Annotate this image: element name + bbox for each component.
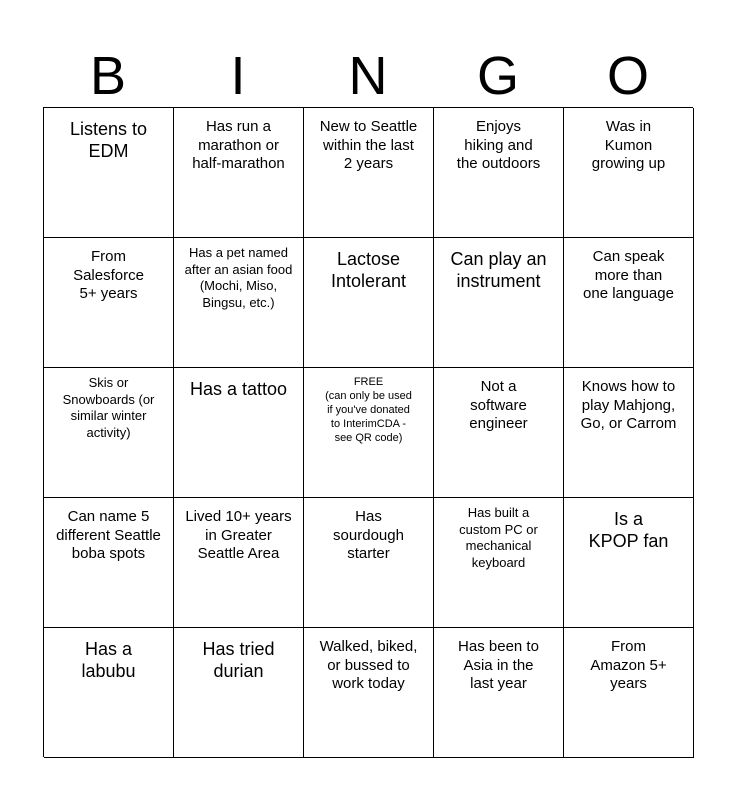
bingo-cell-r3-c4[interactable] [434, 368, 564, 498]
bingo-cell-r3-c3[interactable] [304, 368, 434, 498]
bingo-cell-label: From Amazon 5+ years [590, 638, 667, 692]
bingo-cell-r4-c2[interactable] [174, 498, 304, 628]
bingo-cell-label: Knows how to play Mahjong, Go, or Carrom [580, 378, 677, 432]
bingo-cell-label: Has a labubu [81, 639, 136, 681]
bingo-cell-label: Enjoys hiking and the outdoors [456, 118, 541, 172]
bingo-cell-r1-c3[interactable] [304, 108, 434, 238]
header-letter-b: B [89, 46, 127, 106]
bingo-cell-r1-c1[interactable] [44, 108, 174, 238]
bingo-cell-label: Has run a marathon or half-marathon [192, 118, 285, 172]
header-letter-n: N [348, 46, 388, 106]
bingo-cell-label: Has been to Asia in the last year [458, 638, 539, 692]
bingo-cell-label: Not a software engineer [469, 378, 528, 432]
bingo-cell-label: Can speak more than one language [583, 248, 674, 302]
bingo-cell-r5-c1[interactable] [44, 628, 174, 758]
bingo-cell-label: Lived 10+ years in Greater Seattle Area [185, 508, 292, 562]
bingo-cell-label: Can name 5 different Seattle boba spots [56, 508, 161, 562]
bingo-cell-r5-c4[interactable] [434, 628, 564, 758]
bingo-cell-r2-c2[interactable] [174, 238, 304, 368]
bingo-cell-r4-c3[interactable] [304, 498, 434, 628]
bingo-cell-r3-c5[interactable] [564, 368, 694, 498]
bingo-cell-label: Has tried durian [202, 639, 275, 681]
bingo-cell-label: Walked, biked, or bussed to work today [319, 638, 418, 692]
bingo-cell-label: Has a tattoo [189, 379, 288, 399]
bingo-cell-r4-c5[interactable] [564, 498, 694, 628]
bingo-cell-label: Has a pet named after an asian food (Mochi, Miso, Bingsu, etc.) [184, 245, 293, 310]
bingo-cell-r2-c3[interactable] [304, 238, 434, 368]
bingo-cell-r2-c4[interactable] [434, 238, 564, 368]
bingo-cell-label: Has built a custom PC or mechanical keyboard [459, 505, 538, 570]
bingo-cell-label: New to Seattle within the last 2 years [319, 118, 418, 172]
bingo-cell-label: Has sourdough starter [333, 508, 404, 562]
bingo-cell-label: Is a KPOP fan [588, 509, 669, 551]
bingo-cell-r4-c4[interactable] [434, 498, 564, 628]
header-letter-o: O [606, 46, 649, 106]
bingo-cell-r2-c5[interactable] [564, 238, 694, 368]
bingo-cell-label: From Salesforce 5+ years [73, 248, 144, 302]
bingo-cell-r4-c1[interactable] [44, 498, 174, 628]
header-letter-g: G [476, 46, 519, 106]
bingo-cell-r2-c1[interactable] [44, 238, 174, 368]
bingo-cell-r1-c5[interactable] [564, 108, 694, 238]
bingo-cell-r1-c2[interactable] [174, 108, 304, 238]
bingo-cell-r5-c5[interactable] [564, 628, 694, 758]
bingo-cell-r5-c3[interactable] [304, 628, 434, 758]
bingo-cell-label: Skis or Snowboards (or similar winter activity) [62, 375, 155, 440]
bingo-cell-r1-c4[interactable] [434, 108, 564, 238]
bingo-cell-label: Can play an instrument [450, 249, 547, 291]
bingo-board [43, 107, 693, 757]
bingo-cell-r5-c2[interactable] [174, 628, 304, 758]
bingo-cell-label: FREE (can only be used if you've donated to InterimCDA - see QR code) [325, 376, 412, 444]
bingo-cell-label: Lactose Intolerant [330, 249, 407, 291]
bingo-cell-label: Was in Kumon growing up [591, 118, 666, 172]
bingo-cell-r3-c2[interactable] [174, 368, 304, 498]
bingo-cell-r3-c1[interactable] [44, 368, 174, 498]
bingo-cell-label: Listens to EDM [69, 119, 148, 161]
bingo-header [43, 46, 693, 106]
header-letter-i: I [230, 46, 246, 106]
